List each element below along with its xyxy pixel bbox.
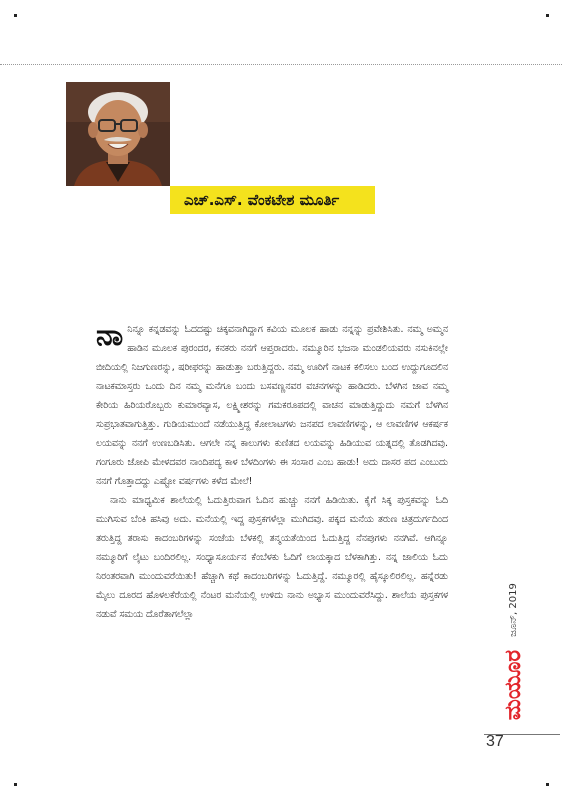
magazine-name: ಮಯೂರ xyxy=(501,649,526,721)
paragraph-text: ನಿನ್ನೂ ಕನ್ನಡವನ್ನು ಓದದಷ್ಟು ಚಿಕ್ಕವನಾಗಿದ್ದಾಗ ಕವಿಯ ಮೂಲಕ ಹಾಡು ನನ್ನನ್ನು ಪ್ರವೇಶಿಸಿತು. ನಮ್ಮ ಅಮ್ಮನ ಹಾಡಿನ ಮೂಲಕ ಪುರಂದರ, ಕನಕರು ನನಗೆ ಆಪ್ತರಾದರು. ನಮ್ಮೂರಿನ ಭಜನಾ ಮಂಡಲಿಯವರು ನಸುಕಿನಲ್ಲೇ ಬೀದಿಯಲ್ಲಿ ನಿಜಗುಣರನ್ನು, ಷರೀಫರನ್ನು ಹಾಡುತ್ತಾ ಬರುತ್ತಿದ್ದರು. ನಮ್ಮ ಊರಿಗೆ ನಾಟಕ ಕಲಿಸಲು ಬಂದ ಉದ್ದುಗೂದಲಿನ ನಾಟಕಮಾಸ್ತರು ಒಂದು ದಿನ ನಮ್ಮ ಮನೆಗೂ ಬಂದು ಬಸವಣ್ಣನವರ ವಚನಗಳನ್ನು ಹಾಡಿದರು. ಬೆಳಗಿನ ಜಾವ ನಮ್ಮ ಕೇರಿಯ ಹಿರಿಯರೊಬ್ಬರು ಕುಮಾರವ್ಯಾಸ, ಲಕ್ಷ್ಮೀಶರನ್ನು ಗಮಕರೂಪದಲ್ಲಿ ವಾಚನ ಮಾಡುತ್ತಿದ್ದುದು ನಮಗೆ ಬೆಳಗಿನ ಸುಪ್ರಭಾತವಾಗುತ್ತಿತ್ತು. ಗುಡಿಯಮುಂದೆ ನಡೆಯುತ್ತಿದ್ದ ಕೋಲಾಟಗಳು ಜನಪದ ಲಾವಣಿಗಳನ್ನು, ಆ ಲಾವಣಿಗಳ ಆಕರ್ಷಕ ಲಯವನ್ನು ನನಗೆ ಉಣಬಡಿಸಿತು. ಆಗಲೇ ನನ್ನ ಕಾಲುಗಳು ಕುಣಿತದ ಲಯವನ್ನು ಹಿಡಿಯುವ ಯತ್ನದಲ್ಲಿ ತೊಡಗಿದವು. ಗಂಗೂರು ಜೋಪಿ ಮೇಳದವರ ನಾಂದಿಪದ್ಯ ಕಾಳ ಬೆಳದಿಂಗಳು ಈ ಸಂಸಾರ ಎಂಬ ಹಾಡು! ಅದು ದಾಸರ ಪದ ಎಂಬುದು ನನಗೆ ಗೊತ್ತಾದದ್ದು ಎಷ್ಟೋ ವರ್ಷಗಳು ಕಳೆದ ಮೇಲೆ! xyxy=(96,324,448,487)
article-body xyxy=(96,320,448,624)
crop-mark-top-right xyxy=(546,14,549,17)
author-photo xyxy=(66,82,170,186)
article-paragraph-1 xyxy=(96,320,448,491)
drop-cap: ನಾ xyxy=(96,318,124,353)
author-name: ಎಚ್.ಎಸ್. ವೆಂಕಟೇಶ ಮೂರ್ತಿ xyxy=(170,186,375,214)
article-paragraph-2: ನಾನು ಮಾಧ್ಯಮಿಕ ಶಾಲೆಯಲ್ಲಿ ಓದುತ್ತಿರುವಾಗ ಓದಿನ ಹುಚ್ಚು ನನಗೆ ಹಿಡಿಯಿತು. ಕೈಗೆ ಸಿಕ್ಕ ಪುಸ್ತಕವನ್ನು ಓದಿ ಮುಗಿಸುವ ಬೆಂಕಿ ಹಸಿವು ಅದು. ಮನೆಯಲ್ಲಿ ಇದ್ದ ಪುಸ್ತಕಗಳೆಲ್ಲಾ ಮುಗಿದವು. ಪಕ್ಕದ ಮನೆಯ ತರುಣ ಚಿತ್ರದುರ್ಗದಿಂದ ತರುತ್ತಿದ್ದ ತರಾಸು ಕಾದಂಬರಿಗಳನ್ನು ಸಂಜೆಯ ಬೆಳಕಲ್ಲಿ ತನ್ಮಯತೆಯಿಂದ ಓದುತ್ತಿದ್ದ ನೆನಪುಗಳು ನನಗಿವೆ. ಆಗಿನ್ನೂ ನಮ್ಮೂರಿಗೆ ಲೈಟು ಬಂದಿರಲಿಲ್ಲ. ಸಂಧ್ಯಾಸೂರ್ಯನ ಕೆಂಬೆಳಕು ಓದಿಗೆ ಲಾಯಕ್ಕಾದ ಬೆಳಕಾಗಿತ್ತು. ನನ್ನ ಜಾಲಿಯ ಓದು ನಿರಂತರವಾಗಿ ಮುಂದುವರೆಯಿತು! ಹೆಚ್ಚಾಗಿ ಕಥೆ ಕಾದಂಬರಿಗಳನ್ನು ಓದುತ್ತಿದ್ದೆ. ನಮ್ಮೂರಲ್ಲಿ ಹೈಸ್ಕೂಲಿರಲಿಲ್ಲ. ಹನ್ನೆರಡು ಮೈಲು ದೂರದ ಹೊಳಲಕೆರೆಯಲ್ಲಿ ನೆಂಟರ ಮನೆಯಲ್ಲಿ ಉಳಿದು ನಾನು ಅಭ್ಯಾಸ ಮುಂದುವರೆಸಿದ್ದು. ಶಾಲೆಯ ಪುಸ್ತಕಗಳ ನಡುವೆ ಸಮಯ ದೊರೆತಾಗಲೆಲ್ಲಾ xyxy=(96,495,448,620)
crop-mark-bottom-right xyxy=(546,783,549,786)
crop-mark-top-left xyxy=(14,14,17,17)
dotted-divider xyxy=(0,64,562,65)
issue-date: ಜೂನ್, 2019 xyxy=(508,583,519,637)
page-number: 37 xyxy=(486,733,504,750)
crop-mark-bottom-left xyxy=(14,783,17,786)
